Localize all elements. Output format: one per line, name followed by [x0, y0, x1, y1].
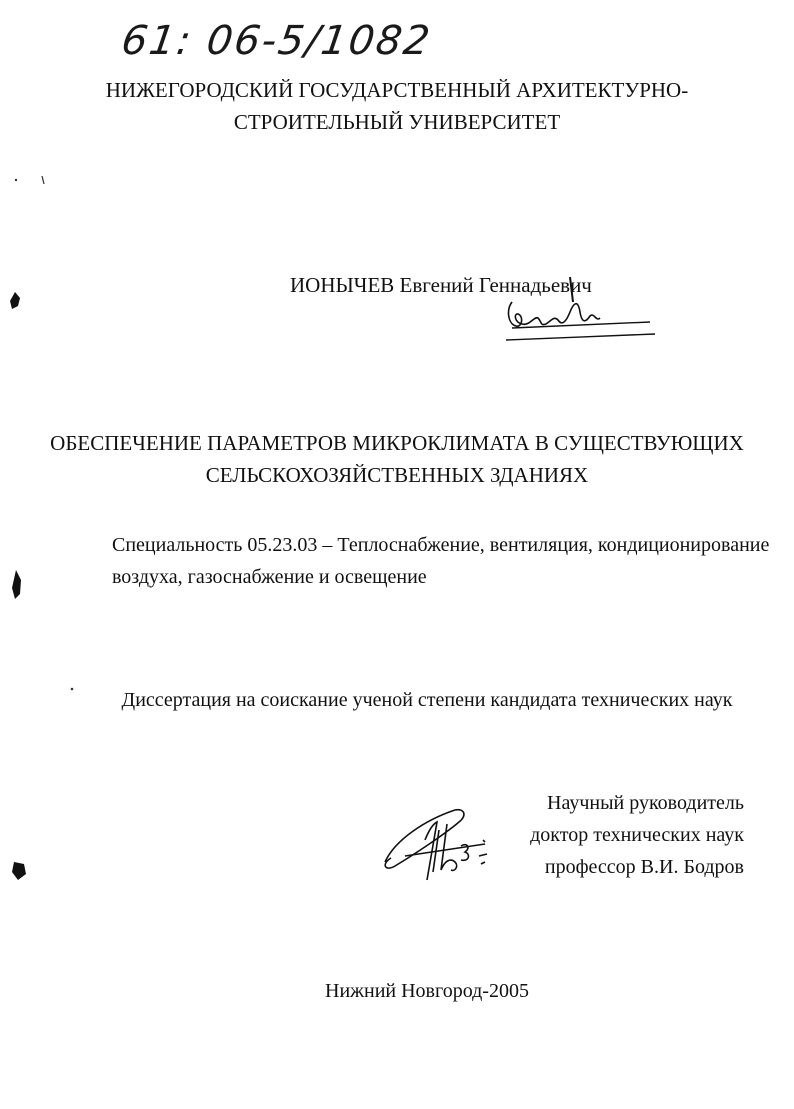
scan-speck — [10, 170, 50, 190]
author-name: ИОНЫЧЕВ Евгений Геннадьевич — [290, 273, 592, 297]
dissertation-title-line-1: ОБЕСПЕЧЕНИЕ ПАРАМЕТРОВ МИКРОКЛИМАТА В СУЩЕСТВУЮЩИХ — [50, 431, 744, 455]
specialty-line-1: Специальность 05.23.03 – Теплоснабжение, вентиляция, кондиционирование — [112, 534, 770, 556]
scan-speck — [8, 858, 30, 884]
specialty-line-2: воздуха, газоснабжение и освещение — [112, 566, 427, 588]
author-signature — [500, 272, 660, 347]
specialty — [112, 529, 770, 593]
dissertation-title-line-2: СЕЛЬСКОХОЗЯЙСТВЕННЫХ ЗДАНИЯХ — [205, 463, 589, 487]
supervisor-signature — [375, 800, 505, 895]
city-year: Нижний Новгород-2005 — [325, 980, 529, 1002]
supervisor-block — [530, 787, 744, 883]
university-name-line-1: НИЖЕГОРОДСКИЙ ГОСУДАРСТВЕННЫЙ АРХИТЕКТУРНО- — [105, 78, 689, 102]
university-name-line-2: СТРОИТЕЛЬНЫЙ УНИВЕРСИТЕТ — [233, 110, 561, 134]
supervisor-line-1: Научный руководитель — [547, 792, 744, 814]
scan-speck — [8, 568, 26, 602]
scan-speck — [6, 290, 26, 312]
supervisor-line-3: профессор В.И. Бодров — [544, 856, 744, 878]
degree-statement: Диссертация на соискание ученой степени кандидата технических наук — [121, 689, 733, 711]
archive-number-handwritten: 61: 06-5/1082 — [118, 18, 435, 64]
supervisor-line-2: доктор технических наук — [530, 824, 744, 846]
